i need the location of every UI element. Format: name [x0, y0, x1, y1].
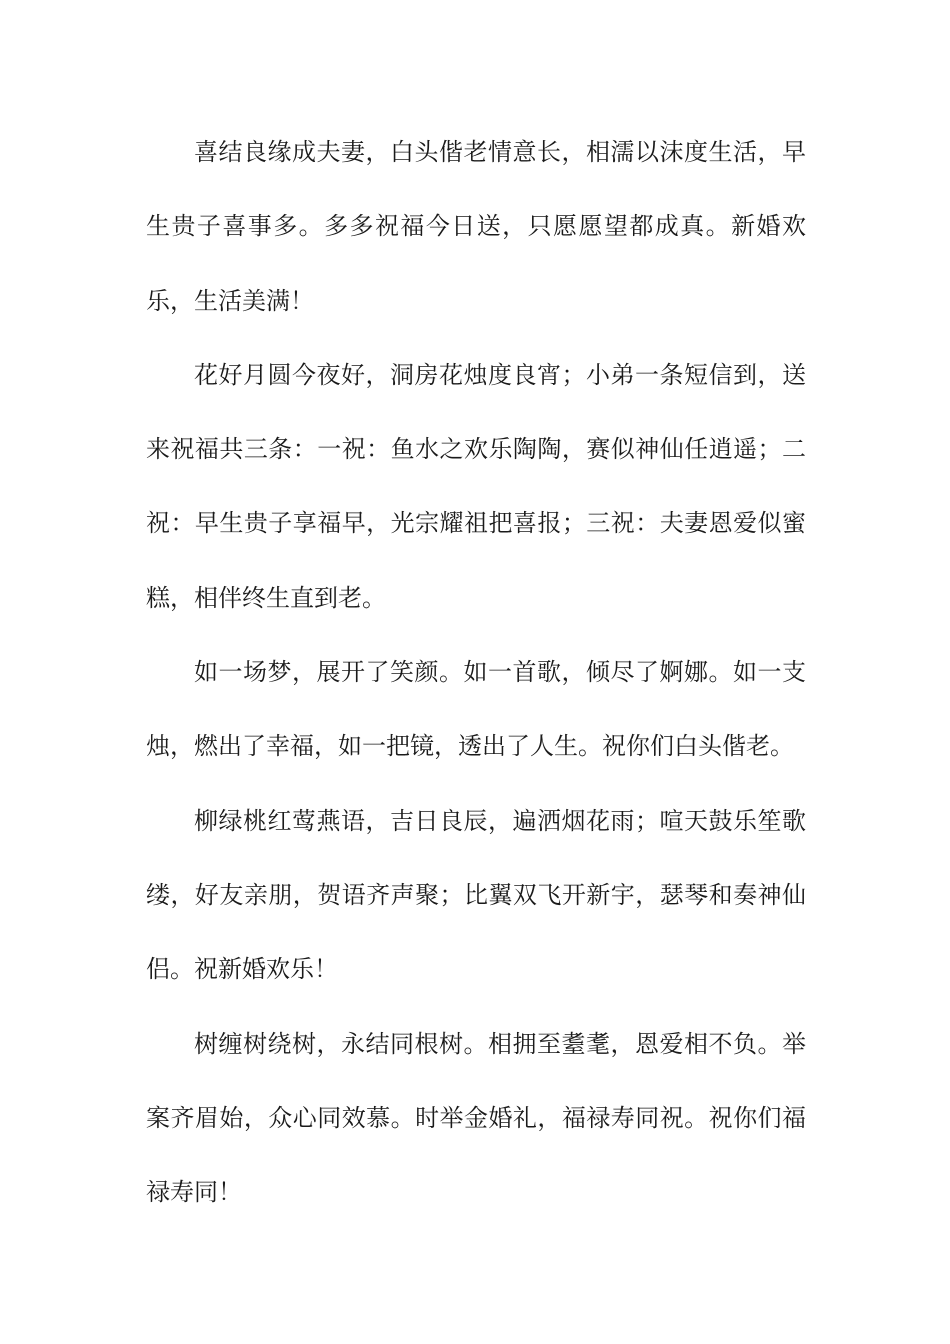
paragraph-2: 花好月圆今夜好，洞房花烛度良宵；小弟一条短信到，送来祝福共三条：一祝：鱼水之欢乐陶陶，赛似神仙任逍遥；二祝：早生贵子享福早，光宗耀祖把喜报；三祝：夫妻恩爱似蜜糕，相伴终生直到老。 [146, 360, 806, 612]
paragraph-5: 树缠树绕树，永结同根树。相拥至耋耄，恩爱相不负。举案齐眉始，众心同效慕。时举金婚礼，福禄寿同祝。祝你们福禄寿同！ [146, 1029, 806, 1207]
document-body [146, 115, 806, 1229]
paragraph-4: 柳绿桃红莺燕语，吉日良辰，遍洒烟花雨；喧天鼓乐笙歌缕，好友亲朋，贺语齐声聚；比翼双飞开新宇，瑟琴和奏神仙侣。祝新婚欢乐！ [146, 806, 806, 984]
paragraph-3: 如一场梦，展开了笑颜。如一首歌，倾尽了婀娜。如一支烛，燃出了幸福，如一把镜，透出了人生。祝你们白头偕老。 [146, 658, 806, 761]
paragraph-1: 喜结良缘成夫妻，白头偕老情意长，相濡以沫度生活，早生贵子喜事多。多多祝福今日送，只愿愿望都成真。新婚欢乐，生活美满！ [146, 138, 806, 315]
